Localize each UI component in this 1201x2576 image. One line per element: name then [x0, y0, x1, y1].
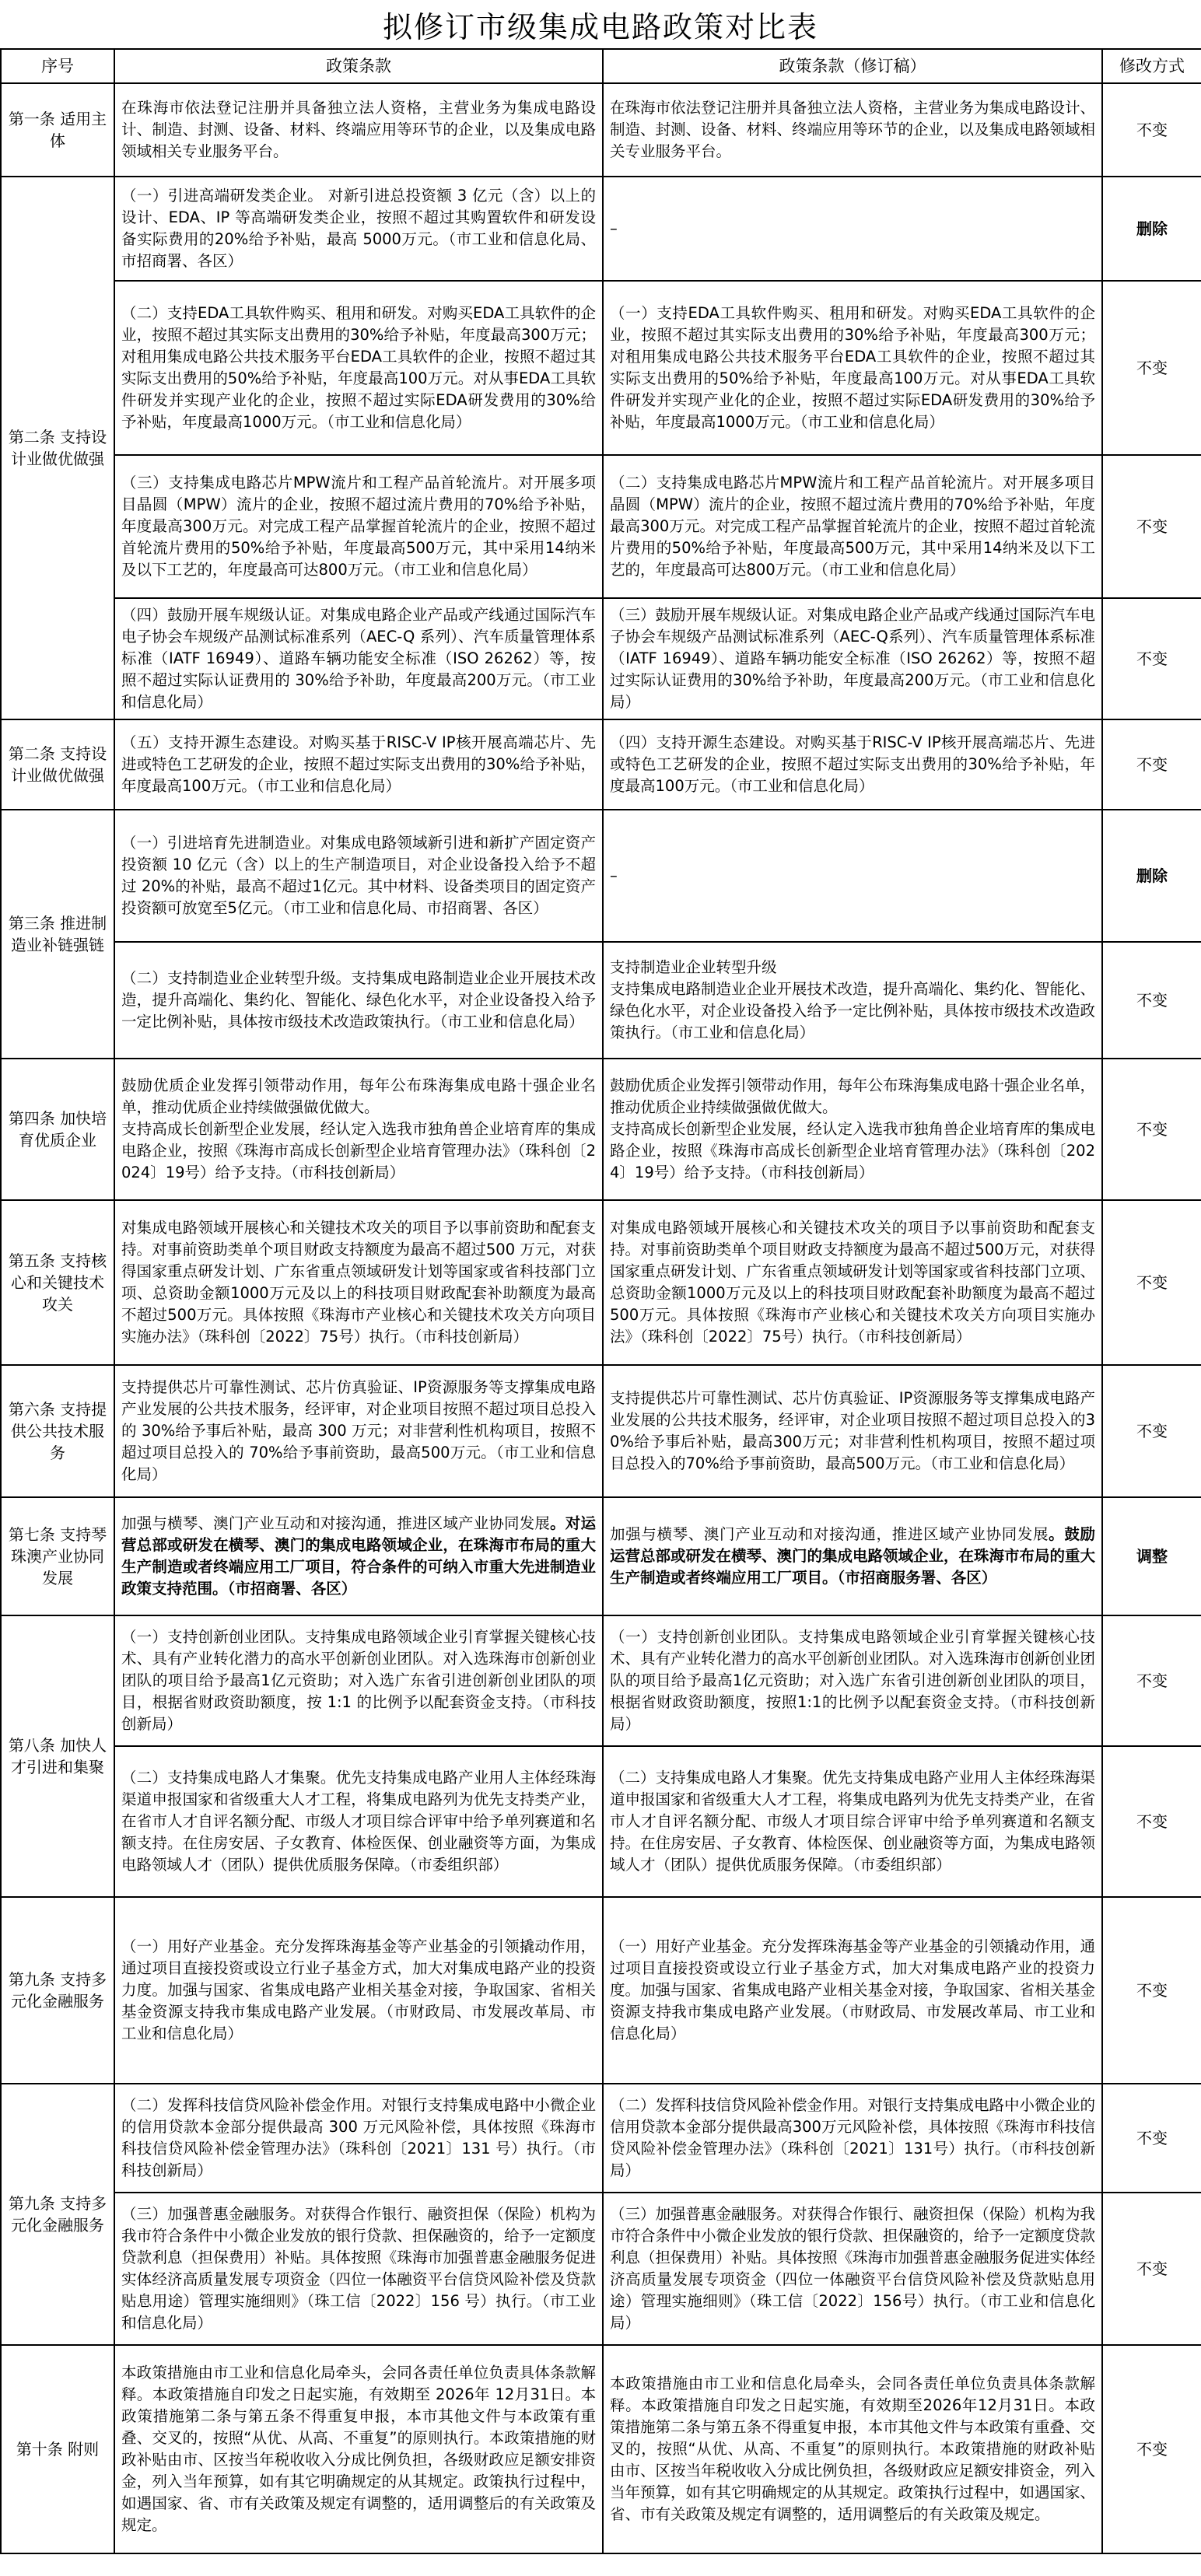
original-cell: （二）发挥科技信贷风险补偿金作用。对银行支持集成电路中小微企业的信用贷款本金部分提供最高 300 万元风险补偿，具体按照《珠海市科技信贷风险补偿金管理办法》（珠科创〔2021〕131 号）执行。（市科技创新局）: [114, 2084, 603, 2193]
revised-cell: （一）支持创新创业团队。支持集成电路领域企业引育掌握关键核心技术、具有产业转化潜力的高水平创新创业团队。对入选珠海市创新创业团队的项目给予最高1亿元资助；对入选广东省引进创新创业团队的项目，根据省财政资助额度，按照1:1的比例予以配套资金支持。（市科技创新局）: [603, 1615, 1102, 1746]
original-cell: （一）用好产业基金。充分发挥珠海基金等产业基金的引领撬动作用，通过项目直接投资或设立行业子基金方式，加大对集成电路产业的投资力度。加强与国家、省集成电路产业相关基金对接，争取国家、省相关基金资源支持我市集成电路产业发展。（市财政局、市发展改革局、市工业和信息化局）: [114, 1897, 603, 2084]
table-row: [1, 810, 1201, 942]
original-cell: 支持提供芯片可靠性测试、芯片仿真验证、IP资源服务等支撑集成电路产业发展的公共技术服务，经评审，对企业项目按照不超过项目总投入的 30%给予事后补贴，最高 300 万元；对非营利性机构项目，按照不超过项目总投入的 70%给予事前资助，最高500万元。（市工业和信息化局）: [114, 1365, 603, 1497]
revised-cell: 在珠海市依法登记注册并具备独立法人资格，主营业务为集成电路设计、制造、封测、设备、材料、终端应用等环节的企业，以及集成电路领域相关专业服务平台。: [603, 83, 1102, 177]
clause-cell: 第六条 支持提供公共技术服务: [1, 1365, 114, 1497]
revised-bold-text: 。鼓励运营总部或研发在横琴、澳门的集成电路领域企业，在珠海市布局的重大生产制造或者终端应用工厂项目。（市招商服务署、各区）: [610, 1525, 1096, 1587]
header-index: 序号: [1, 49, 114, 83]
original-cell: [114, 1059, 603, 1200]
clause-cell: 第九条 支持多元化金融服务: [1, 1897, 114, 2084]
revised-line: 支持制造业企业转型升级: [610, 958, 777, 976]
revised-cell: （二）支持集成电路人才集聚。优先支持集成电路产业用人主体经珠海渠道申报国家和省级重大人才工程，将集成电路列为优先支持类产业，在省市人才自评名额分配、市级人才项目综合评审中给予单列赛道和名额支持。在住房安居、子女教育、体检医保、创业融资等方面，为集成电路领域人才（团队）提供优质服务保障。（市委组织部）: [603, 1746, 1102, 1897]
original-cell: （一）支持创新创业团队。支持集成电路领域企业引育掌握关键核心技术、具有产业转化潜力的高水平创新创业团队。对入选珠海市创新创业团队的项目给予最高1亿元资助；对入选广东省引进创新创业团队的项目，根据省财政资助额度，按 1:1 的比例予以配套资金支持。（市科技创新局）: [114, 1615, 603, 1746]
original-line: 支持高成长创新型企业发展，经认定入选我市独角兽企业培育库的集成电路企业，按照《珠海市高成长创新型企业培育管理办法》（珠科创〔2024〕19号）给予支持。（市科技创新局）: [121, 1120, 596, 1181]
revised-cell: 本政策措施由市工业和信息化局牵头，会同各责任单位负责具体条款解释。本政策措施自印发之日起实施，有效期至2026年12月31日。本政策措施第二条与第五条不得重复申报，本市其他文件与本政策有重叠、交叉的，按照“从优、从高、不重复”的原则执行。本政策措施的财政补贴由市、区按当年税收收入分成比例负担，各级财政应足额安排资金，列入当年预算，如有其它明确规定的从其规定。政策执行过程中，如遇国家、省、市有关政策及规定有调整的，适用调整后的有关政策及规定。: [603, 2345, 1102, 2553]
table-row: [1, 1897, 1201, 2084]
clause-cell: 第七条 支持琴珠澳产业协同发展: [1, 1497, 114, 1615]
revised-cell: （三）鼓励开展车规级认证。对集成电路企业产品或产线通过国际汽车电子协会车规级产品测试标准系列（AEC-Q系列）、汽车质量管理体系标准（IATF 16949）、道路车辆功能安全标准（ISO 26262）等，按照不超过实际认证费用的30%给予补助，年度最高200万元。（市工业和信息化局）: [603, 598, 1102, 719]
clause-cell: 第八条 加快人才引进和集聚: [1, 1615, 114, 1897]
header-method: 修改方式: [1102, 49, 1201, 83]
original-cell: [114, 1497, 603, 1615]
revised-line: 鼓励优质企业发挥引领带动作用，每年公布珠海集成电路十强企业名单，推动优质企业持续做强做优做大。: [610, 1076, 1096, 1116]
revised-cell: （一）支持EDA工具软件购买、租用和研发。对购买EDA工具软件的企业，按照不超过其实际支出费用的30%给予补贴，年度最高300万元；对租用集成电路公共技术服务平台EDA工具软件的企业，按照不超过其实际支出费用的50%给予补贴，年度最高100万元。对从事EDA工具软件研发并实现产业化的企业，按照不超过实际EDA研发费用的30%给予补贴，年度最高1000万元。（市工业和信息化局）: [603, 281, 1102, 455]
original-normal-text: 加强与横琴、澳门产业互动和对接沟通，推进区域产业协同发展: [121, 1514, 551, 1532]
revised-cell: （一）用好产业基金。充分发挥珠海基金等产业基金的引领撬动作用，通过项目直接投资或设立行业子基金方式，加大对集成电路产业的投资力度。加强与国家、省集成电路产业相关基金对接，争取国家、省相关基金资源支持我市集成电路产业发展。（市财政局、市发展改革局、市工业和信息化局）: [603, 1897, 1102, 2084]
original-cell: （三）支持集成电路芯片MPW流片和工程产品首轮流片。对开展多项目晶圆（MPW）流片的企业，按照不超过流片费用的70%给予补贴，年度最高300万元。对完成工程产品掌握首轮流片的企业，按照不超过首轮流片费用的50%给予补贴，年度最高500万元，其中采用14纳米及以下工艺的，年度最高可达800万元。（市工业和信息化局）: [114, 455, 603, 598]
original-line: 鼓励优质企业发挥引领带动作用，每年公布珠海集成电路十强企业名单，推动优质企业持续做强做优做大。: [121, 1076, 596, 1116]
method-cell: 不变: [1102, 2084, 1201, 2193]
revised-cell: （二）发挥科技信贷风险补偿金作用。对银行支持集成电路中小微企业的信用贷款本金部分提供最高300万元风险补偿，具体按照《珠海市科技信贷风险补偿金管理办法》（珠科创〔2021〕131号）执行。（市科技创新局）: [603, 2084, 1102, 2193]
method-cell: 删除: [1102, 810, 1201, 942]
method-cell: 不变: [1102, 719, 1201, 810]
original-cell: （四）鼓励开展车规级认证。对集成电路企业产品或产线通过国际汽车电子协会车规级产品测试标准系列（AEC-Q 系列）、汽车质量管理体系标准（IATF 16949）、道路车辆功能安全标准（ISO 26262）等，按照不超过实际认证费用的 30%给予补助，年度最高200万元。（市工业和信息化局）: [114, 598, 603, 719]
original-cell: （五）支持开源生态建设。对购买基于RISC-V IP核开展高端芯片、先进或特色工艺研发的企业，按照不超过实际支出费用的30%给予补贴，年度最高100万元。（市工业和信息化局）: [114, 719, 603, 810]
original-cell: （二）支持制造业企业转型升级。支持集成电路制造业企业开展技术改造，提升高端化、集约化、智能化、绿色化水平，对企业设备投入给予一定比例补贴，具体按市级技术改造政策执行。（市工业和信息化局）: [114, 942, 603, 1059]
original-cell: 对集成电路领域开展核心和关键技术攻关的项目予以事前资助和配套支持。对事前资助类单个项目财政支持额度为最高不超过500 万元，对获得国家重点研发计划、广东省重点领域研发计划等国家或省科技部门立项、总资助金额1000万元及以上的科技项目财政配套补助额度为最高不超过500万元。具体按照《珠海市产业核心和关键技术攻关方向项目实施办法》（珠科创〔2022〕75号）执行。（市科技创新局）: [114, 1200, 603, 1365]
table-row: [1, 177, 1201, 281]
revised-cell: 对集成电路领域开展核心和关键技术攻关的项目予以事前资助和配套支持。对事前资助类单个项目财政支持额度为最高不超过500万元，对获得国家重点研发计划、广东省重点领域研发计划等国家或省科技部门立项、总资助金额1000万元及以上的科技项目财政配套补助额度为最高不超过500万元。具体按照《珠海市产业核心和关键技术攻关方向项目实施办法》（珠科创〔2022〕75号）执行。（市科技创新局）: [603, 1200, 1102, 1365]
method-cell: 不变: [1102, 2193, 1201, 2345]
table-row: [1, 942, 1201, 1059]
method-cell: 不变: [1102, 281, 1201, 455]
revised-normal-text: 加强与横琴、澳门产业互动和对接沟通，推进区域产业协同发展: [610, 1525, 1049, 1543]
table-row: [1, 1615, 1201, 1746]
method-cell: 删除: [1102, 177, 1201, 281]
original-bold-text: 。对运营总部或研发在横琴、澳门的集成电路领域企业，在珠海市布局的重大生产制造或者终端应用工厂项目，符合条件的可纳入市重大先进制造业政策支持范围。（市招商署、各区）: [121, 1514, 596, 1598]
table-row: [1, 598, 1201, 719]
original-cell: 在珠海市依法登记注册并具备独立法人资格，主营业务为集成电路设计、制造、封测、设备、材料、终端应用等环节的企业，以及集成电路领域相关专业服务平台。: [114, 83, 603, 177]
table-row: [1, 1059, 1201, 1200]
original-cell: （三）加强普惠金融服务。对获得合作银行、融资担保（保险）机构为我市符合条件中小微企业发放的银行贷款、担保融资的，给予一定额度贷款利息（担保费用）补贴。具体按照《珠海市加强普惠金融服务促进实体经济高质量发展专项资金（四位一体融资平台信贷风险补偿及贷款贴息用途）管理实施细则》（珠工信〔2022〕156 号）执行。（市工业和信息化局）: [114, 2193, 603, 2345]
table-row: [1, 719, 1201, 810]
clause-cell: 第九条 支持多元化金融服务: [1, 2084, 114, 2345]
table-row: [1, 2193, 1201, 2345]
table-row: [1, 2345, 1201, 2553]
table-row: [1, 1365, 1201, 1497]
original-cell: （一）引进培育先进制造业。对集成电路领域新引进和新扩产固定资产投资额 10 亿元（含）以上的生产制造项目，对企业设备投入给予不超过 20%的补贴，最高不超过1亿元。其中材料、设备类项目的固定资产投资额可放宽至5亿元。（市工业和信息化局、市招商署、各区）: [114, 810, 603, 942]
table-row: [1, 1497, 1201, 1615]
method-cell: 不变: [1102, 1059, 1201, 1200]
clause-cell: 第五条 支持核心和关键技术攻关: [1, 1200, 114, 1365]
table-row: [1, 2084, 1201, 2193]
header-revised: 政策条款（修订稿）: [603, 49, 1102, 83]
table-row: [1, 281, 1201, 455]
revised-cell: 支持提供芯片可靠性测试、芯片仿真验证、IP资源服务等支撑集成电路产业发展的公共技术服务，经评审，对企业项目按照不超过项目总投入的30%给予事后补贴，最高300万元；对非营利性机构项目，按照不超过项目总投入的70%给予事前资助，最高500万元。（市工业和信息化局）: [603, 1365, 1102, 1497]
original-cell: （二）支持EDA工具软件购买、租用和研发。对购买EDA工具软件的企业，按照不超过其实际支出费用的30%给予补贴，年度最高300万元；对租用集成电路公共技术服务平台EDA工具软件的企业，按照不超过其实际支出费用的50%给予补贴，年度最高100万元。对从事EDA工具软件研发并实现产业化的企业，按照不超过实际EDA研发费用的30%给予补贴，年度最高1000万元。（市工业和信息化局）: [114, 281, 603, 455]
clause-cell: 第二条 支持设计业做优做强: [1, 177, 114, 719]
original-cell: （二）支持集成电路人才集聚。优先支持集成电路产业用人主体经珠海渠道申报国家和省级重大人才工程，将集成电路列为优先支持类产业，在省市人才自评名额分配、市级人才项目综合评审中给予单列赛道和名额支持。在住房安居、子女教育、体检医保、创业融资等方面，为集成电路领域人才（团队）提供优质服务保障。（市委组织部）: [114, 1746, 603, 1897]
clause-cell: 第三条 推进制造业补链强链: [1, 810, 114, 1059]
header-original: 政策条款: [114, 49, 603, 83]
revised-line: 支持集成电路制造业企业开展技术改造，提升高端化、集约化、智能化、绿色化水平，对企业设备投入给予一定比例补贴，具体按市级技术改造政策执行。（市工业和信息化局）: [610, 980, 1096, 1041]
method-cell: 不变: [1102, 1365, 1201, 1497]
method-cell: 不变: [1102, 598, 1201, 719]
method-cell: 不变: [1102, 1615, 1201, 1746]
clause-cell: 第二条 支持设计业做优做强: [1, 719, 114, 810]
revised-cell: [603, 1497, 1102, 1615]
method-cell: 不变: [1102, 1200, 1201, 1365]
table-header-row: [1, 49, 1201, 83]
policy-comparison-table: [0, 48, 1201, 2554]
method-cell: 不变: [1102, 942, 1201, 1059]
revised-cell: （四）支持开源生态建设。对购买基于RISC-V IP核开展高端芯片、先进或特色工艺研发的企业，按照不超过实际支出费用的30%给予补贴，年度最高100万元。（市工业和信息化局）: [603, 719, 1102, 810]
revised-cell: （三）加强普惠金融服务。对获得合作银行、融资担保（保险）机构为我市符合条件中小微企业发放的银行贷款、担保融资的，给予一定额度贷款利息（担保费用）补贴。具体按照《珠海市加强普惠金融服务促进实体经济高质量发展专项资金（四位一体融资平台信贷风险补偿及贷款贴息用途）管理实施细则》（珠工信〔2022〕156号）执行。（市工业和信息化局）: [603, 2193, 1102, 2345]
clause-cell: 第十条 附则: [1, 2345, 114, 2553]
method-cell: 调整: [1102, 1497, 1201, 1615]
original-cell: （一）引进高端研发类企业。 对新引进总投资额 3 亿元（含）以上的设计、EDA、IP 等高端研发类企业，按照不超过其购置软件和研发设备实际费用的20%给予补贴，最高 5000万元。（市工业和信息化局、市招商署、各区）: [114, 177, 603, 281]
table-row: [1, 455, 1201, 598]
method-cell: 不变: [1102, 2345, 1201, 2553]
revised-line: 支持高成长创新型企业发展，经认定入选我市独角兽企业培育库的集成电路企业，按照《珠海市高成长创新型企业培育管理办法》（珠科创〔2024〕19号）给予支持。（市科技创新局）: [610, 1120, 1096, 1181]
revised-cell: [603, 1059, 1102, 1200]
clause-cell: 第四条 加快培育优质企业: [1, 1059, 114, 1200]
table-row: [1, 1200, 1201, 1365]
method-cell: 不变: [1102, 83, 1201, 177]
table-row: [1, 83, 1201, 177]
table-row: [1, 1746, 1201, 1897]
method-cell: 不变: [1102, 1897, 1201, 2084]
revised-cell: –: [603, 177, 1102, 281]
method-cell: 不变: [1102, 455, 1201, 598]
revised-cell: [603, 942, 1102, 1059]
original-cell: 本政策措施由市工业和信息化局牵头，会同各责任单位负责具体条款解释。本政策措施自印发之日起实施，有效期至 2026年 12月31日。本政策措施第二条与第五条不得重复申报，本市其他文件与本政策有重叠、交叉的，按照“从优、从高、不重复”的原则执行。本政策措施的财政补贴由市、区按当年税收收入分成比例负担，各级财政应足额安排资金，列入当年预算，如有其它明确规定的从其规定。政策执行过程中，如遇国家、省、市有关政策及规定有调整的，适用调整后的有关政策及规定。: [114, 2345, 603, 2553]
clause-cell: 第一条 适用主体: [1, 83, 114, 177]
page-title: 拟修订市级集成电路政策对比表: [382, 9, 818, 44]
revised-cell: （二）支持集成电路芯片MPW流片和工程产品首轮流片。对开展多项目晶圆（MPW）流片的企业，按照不超过流片费用的70%给予补贴，年度最高300万元。对完成工程产品掌握首轮流片的企业，按照不超过首轮流片费用的50%给予补贴，年度最高500万元，其中采用14纳米及以下工艺的，年度最高可达800万元。（市工业和信息化局）: [603, 455, 1102, 598]
revised-cell: –: [603, 810, 1102, 942]
method-cell: 不变: [1102, 1746, 1201, 1897]
